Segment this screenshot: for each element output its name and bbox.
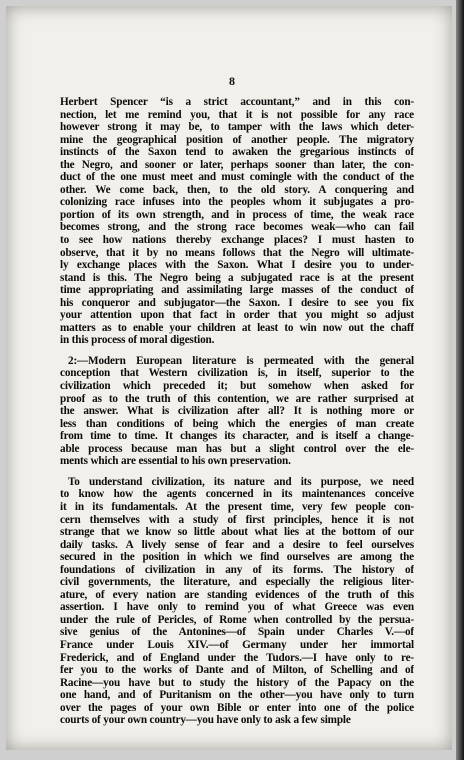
text-line: becomes strong, and the strong race becomes weak—who can fail (60, 221, 414, 234)
text-line: conception that Western civilization is, in itself, superior to the (60, 367, 414, 380)
text-line: ments which are essential to his own preservation. (60, 455, 291, 468)
text-line: duct of the one must meet and must comingle with the conduct of the (60, 171, 414, 184)
text-line: it in its fundamentals. At the present time, very few people con- (60, 500, 414, 513)
text-line: ly exchange places with the Saxon. What I desire you to under- (60, 259, 414, 272)
text-line: the Negro, and sooner or later, perhaps sooner than later, the con- (60, 158, 414, 171)
text-line: Herbert Spencer “is a strict accountant,” and in this con- (60, 96, 414, 108)
text-line: able process because man has but a slight control over the ele- (60, 442, 414, 455)
text-line: mine the geographical position of another people. The migratory (60, 133, 414, 146)
text-line: proof as to the truth of this contention, we are rather surprised at (60, 392, 414, 405)
paragraph-gap (60, 347, 414, 355)
text-line: fer you to the works of Dante and of Milton, of Schelling and of (60, 664, 414, 677)
text-line: matters as to enable your children at least to win now out the chaff (60, 321, 414, 334)
text-line: France under Louis XIV.—of Germany under her immortal (60, 638, 414, 651)
text-line: Racine—you have but to study the history of the Papacy on the (60, 676, 414, 689)
paragraph (60, 96, 414, 347)
paragraph-gap (60, 468, 414, 476)
text-line: to know how the agents concerned in its maintenances conceive (60, 488, 414, 501)
text-line: sive genius of the Antonines—of Spain under Charles V.—of (60, 626, 414, 639)
text-line: strange that we know so little about what lies at the bottom of our (60, 526, 414, 539)
text-line: observe, that it by no means follows that the Negro will ultimate- (60, 246, 414, 259)
text-line: less than conditions of being which the energies of man create (60, 417, 414, 430)
text-line: To understand civilization, its nature and its purpose, we need (68, 475, 414, 488)
text-line: portion of its own strength, and in process of time, the weak race (60, 208, 414, 221)
body-text (60, 96, 414, 727)
text-line: his conqueror and subjugator—the Saxon. I desire to see you fix (60, 296, 414, 309)
text-line: one hand, and of Puritanism on the other—you have only to turn (60, 689, 414, 702)
text-line: assertion. I have only to remind you of what Greece was even (60, 601, 414, 614)
text-line: under the rule of Pericles, of Rome when controlled by the persua- (60, 613, 414, 626)
paragraph (60, 355, 414, 468)
text-line: however strong it may be, to tamper with the laws which deter- (60, 121, 414, 134)
text-line: your attention upon that fact in order that you might so adjust (60, 309, 414, 322)
text-line: other. We come back, then, to the old story. A conquering and (60, 183, 414, 196)
page-number: 8 (229, 74, 235, 88)
text-line: daily tasks. A lively sense of fear and a desire to feel ourselves (60, 538, 414, 551)
text-line: cern themselves with a study of first principles, hence it is not (60, 513, 414, 526)
text-line: stand is this. The Negro being a subjugated race is at the present (60, 271, 414, 284)
text-line: nection, let me remind you, that it is not possible for any race (60, 108, 414, 121)
text-line: 2:—Modern European literature is permeated with the general (68, 354, 414, 367)
text-line: from time to time. It changes its character, and is itself a change- (60, 430, 414, 443)
text-line: courts of your own country—you have only to ask a few simple (60, 714, 351, 727)
text-line: instincts of the Saxon tend to awaken the gregarious instincts of (60, 146, 414, 159)
text-line: foundations of civilization in any of its forms. The history of (60, 563, 414, 576)
text-line: to see how nations thereby exchange places? I must hasten to (60, 234, 414, 247)
binding-edge (456, 0, 464, 760)
text-line: the answer. What is civilization after all? It is nothing more or (60, 405, 414, 418)
text-line: Frederick, and of England under the Tudors.—I have only to re- (60, 651, 414, 664)
text-line: colonizing race infuses into the peoples whom it subjugates a pro- (60, 196, 414, 209)
text-line: ature, of every nation are standing evidences of the truth of this (60, 588, 414, 601)
text-line: time appropriating and assimilating large masses of the conduct of (60, 284, 414, 297)
paragraph (60, 476, 414, 727)
text-line: civilization which preceded it; but somehow when asked for (60, 380, 414, 393)
text-line: in this process of moral digestion. (60, 334, 215, 347)
text-line: secured in the position in which we find ourselves are among the (60, 551, 414, 564)
text-line: civil governments, the literature, and especially the religious liter- (60, 576, 414, 589)
text-line: over the pages of your own Bible or enter into one of the police (60, 701, 414, 714)
